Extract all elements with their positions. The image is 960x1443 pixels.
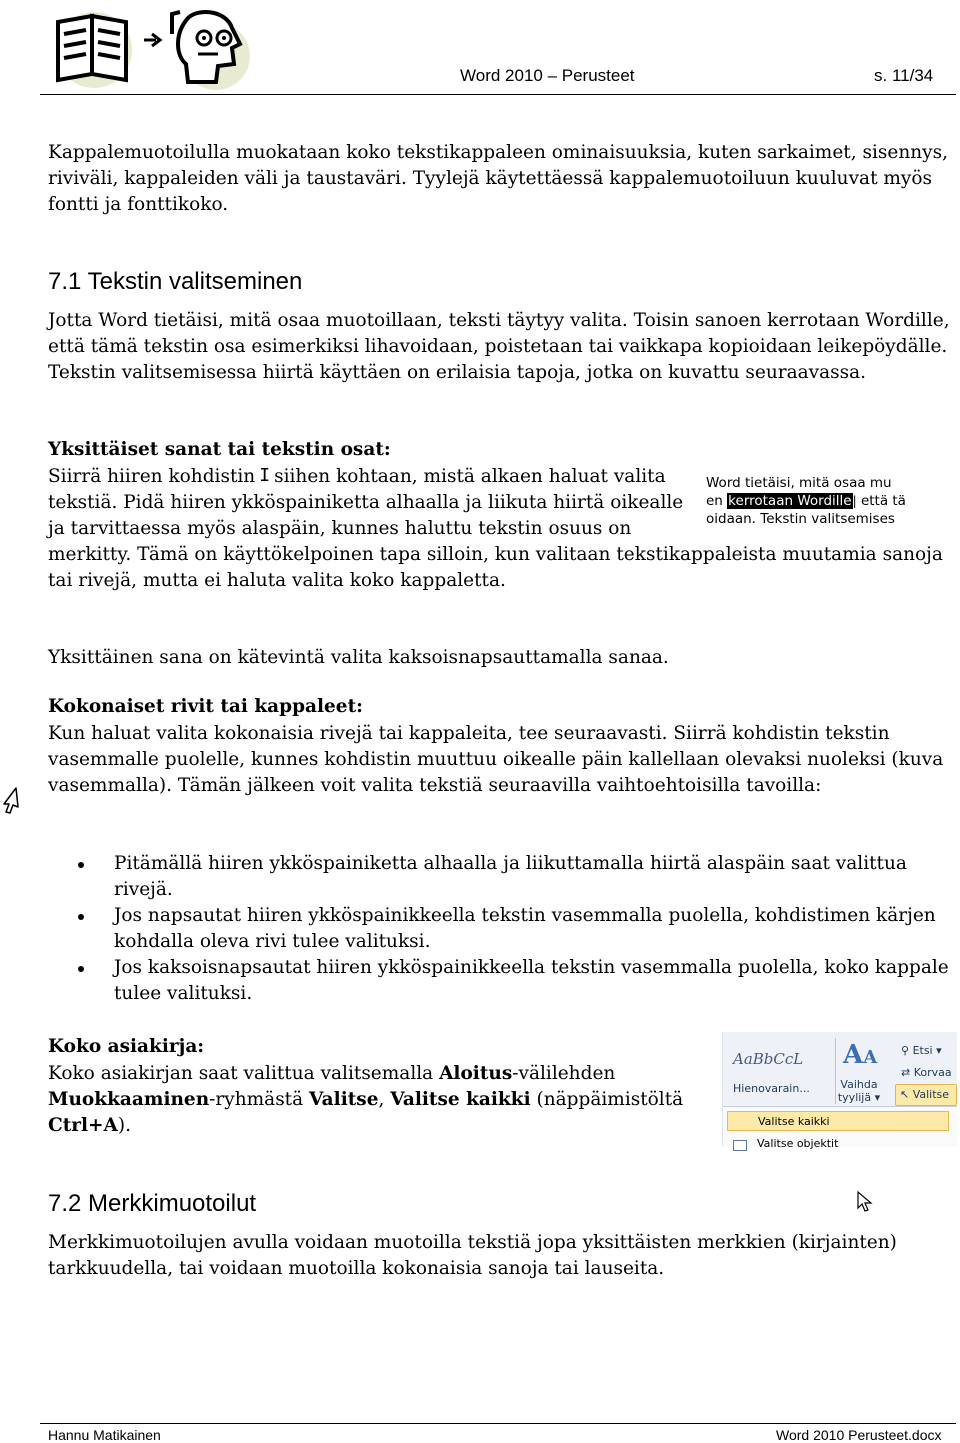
find-button[interactable]: ⚲ Etsi ▾ (901, 1044, 942, 1057)
words-subheading: Yksittäiset sanat tai tekstin osat: (48, 439, 391, 460)
list-item-text: Pitämällä hiiren ykköspainiketta alhaalla ja liikuttamalla hiirtä alaspäin saat valittua rivejä. (114, 853, 907, 900)
thumb-selected-text: kerrotaan Wordille (728, 493, 852, 509)
doc-bold-muokkaaminen: Muokkaaminen (48, 1089, 210, 1110)
header-divider (40, 94, 956, 95)
list-item (48, 903, 953, 955)
words-text-before: Siirrä hiiren kohdistin (48, 466, 256, 487)
doc-text-3: -ryhmästä (209, 1089, 310, 1110)
list-item (48, 955, 953, 1007)
right-leaning-arrow-cursor-icon (0, 786, 20, 814)
select-button[interactable] (895, 1084, 957, 1106)
list-item-text: Jos napsautat hiiren ykköspainikkeella tekstin vasemmalla puolella, kohdistimen kärjen kohdalla oleva rivi tulee valituksi. (114, 905, 936, 952)
bullet-icon (78, 966, 84, 972)
thumb-line-1: Word tietäisi, mitä osaa mu (706, 475, 892, 491)
section-heading-7-2: 7.2 Merkkimuotoilut (48, 1190, 257, 1217)
list-item-text: Jos kaksoisnapsautat hiiren ykköspainikkeella tekstin vasemmalla puolella, koko kappale tulee valituksi. (114, 957, 949, 1004)
ibeam-cursor-icon: I (259, 465, 271, 486)
select-dropdown-menu (723, 1106, 957, 1150)
words-text-after: siihen kohtaan, mistä alkaen haluat valita tekstiä. Pidä hiiren ykköspainiketta alhaalla ja liikuta hiirtä oikealle ja tarvittaessa myös alaspäin, kunnes haluttu tekstin osuus on merkitty. Tämä on käyttökelpoinen tapa silloin, kun valitaan tekstikappaleista muutamia sanoja tai rivejä, mutta ei haluta valita koko kappaletta. (48, 466, 943, 591)
section-7-2-paragraph: Merkkimuotoilujen avulla voidaan muotoilla tekstiä jopa yksittäisten merkkien (kirjainten) tarkkuudella, tai voidaan muotoilla kokonaisia sanoja tai lauseita. (48, 1232, 897, 1279)
ribbon-editing-screenshot (722, 1032, 957, 1150)
list-item (48, 851, 953, 903)
doc-text-5: (näppäimistöltä (530, 1089, 684, 1110)
header-title: Word 2010 – Perusteet (460, 66, 635, 85)
rows-subheading: Kokonaiset rivit tai kappaleet: (48, 696, 363, 717)
select-arrow-icon: ↖ (900, 1088, 910, 1101)
single-word-paragraph: Yksittäinen sana on kätevintä valita kaksoisnapsauttamalla sanaa. (48, 647, 669, 668)
footer-filename: Word 2010 Perusteet.docx (776, 1427, 942, 1443)
doc-text-1: Koko asiakirjan saat valittua valitsemalla (48, 1063, 440, 1084)
footer-author: Hannu Matikainen (48, 1427, 161, 1443)
thumb-line-2 (706, 492, 906, 510)
thumb-line-3: oidaan. Tekstin valitsemises (706, 511, 895, 527)
thumb-line-2-after: että tä (860, 493, 906, 509)
footer-divider (40, 1423, 956, 1424)
replace-label: Korvaa (913, 1066, 952, 1079)
binoculars-icon: ⚲ (901, 1044, 910, 1057)
thumb-line-2-before: en (706, 493, 723, 509)
style-name: Hienovarain... (733, 1082, 810, 1095)
thumb-ibeam-icon: | (852, 494, 857, 508)
section-7-1-paragraph: Jotta Word tietäisi, mitä osaa muotoillaan, teksti täytyy valita. Toisin sanoen kerrotaan Wordille, että tämä tekstin osa esimerkiksi lihavoidaan, poistetaan tai vaikkapa kopioidaan leikepöydälle. Tekstin valitsemisessa hiirtä käyttäen on erilaisia tapoja, jotka on kuvattu seuraavassa. (48, 310, 950, 383)
doc-text-6: ). (117, 1115, 132, 1136)
mouse-pointer-icon (857, 1191, 873, 1213)
doc-bold-valitse: Valitse (309, 1089, 379, 1110)
bullet-icon (78, 862, 84, 868)
menu-item-select-all[interactable]: Valitse kaikki (727, 1111, 949, 1131)
intro-paragraph: Kappalemuotoilulla muokataan koko tekstikappaleen ominaisuuksia, kuten sarkaimet, sisennys, riviväli, kappaleiden väli ja taustaväri. Tyylejä käytettäessä kappalemuotoiluun kuuluvat myös fontti ja fonttikoko. (48, 142, 949, 215)
section-heading-7-1: 7.1 Tekstin valitseminen (48, 268, 303, 295)
find-label: Etsi (912, 1044, 933, 1057)
selection-methods-list (48, 851, 953, 1007)
doc-bold-valitse-kaikki: Valitse kaikki (390, 1089, 531, 1110)
selection-example-image (706, 472, 924, 530)
menu-item-select-objects[interactable]: Valitse objektit (757, 1137, 839, 1150)
change-styles-label-2: tyylijä (837, 1091, 872, 1104)
change-styles-label-1: Vaihda (840, 1078, 878, 1091)
document-subheading: Koko asiakirja: (48, 1036, 205, 1057)
bullet-icon (78, 914, 84, 920)
change-styles-icon: AA (843, 1040, 878, 1070)
header-page-number: s. 11/34 (874, 66, 934, 85)
rows-paragraph: Kun haluat valita kokonaisia rivejä tai kappaleita, tee seuraavasti. Siirrä kohdistin tekstin vasemmalle puolelle, kunnes kohdistin muuttuu oikealle päin kallellaan olevaksi nuoleksi (kuva vasemmalla). Tämän jälkeen voit valita tekstiä seuraavilla vaihtoehtoisilla tavoilla: (48, 723, 944, 796)
book-to-reader-icon (48, 4, 258, 90)
doc-text-2: -välilehden (512, 1063, 616, 1084)
doc-text-4: , (378, 1089, 391, 1110)
replace-icon: ⇄ (901, 1066, 911, 1079)
select-label: Valitse (912, 1088, 950, 1101)
replace-button[interactable] (901, 1066, 952, 1079)
style-sample: AaBbCcL (733, 1050, 804, 1068)
change-styles-button[interactable]: Vaihda tyylijä ▾ (837, 1078, 881, 1104)
doc-bold-aloitus: Aloitus (439, 1063, 513, 1084)
doc-bold-ctrl-a: Ctrl+A (48, 1115, 118, 1136)
